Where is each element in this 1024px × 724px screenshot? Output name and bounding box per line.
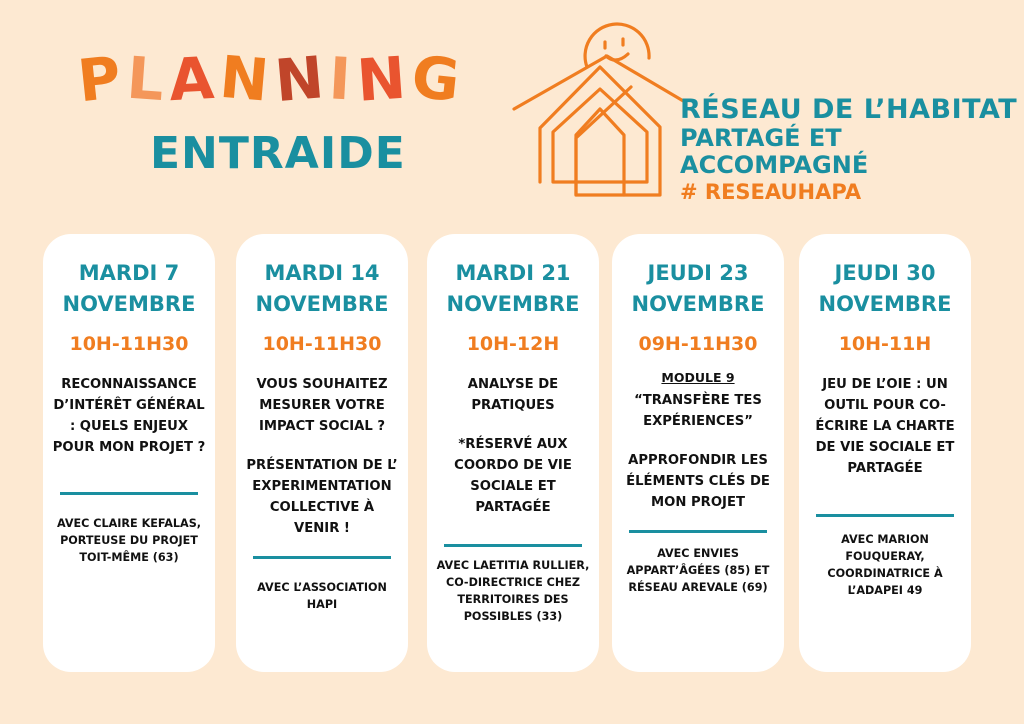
event-speaker: AVEC MARION FOUQUERAY, COORDINATRICE À L’ADAPEI 49 [827, 533, 943, 597]
event-month: NOVEMBRE [255, 292, 389, 316]
title-letter: G [408, 42, 469, 116]
divider [253, 556, 391, 559]
event-description [808, 374, 962, 514]
event-paragraph: VOUS SOUHAITEZ MESURER VOTRE IMPACT SOCIAL ? [256, 377, 388, 434]
event-day: MARDI 14 [264, 261, 380, 285]
event-month: NOVEMBRE [446, 292, 580, 316]
event-day: MARDI 7 [78, 261, 180, 285]
title-letter: N [217, 42, 278, 116]
title-letter: P [74, 42, 130, 116]
divider [444, 544, 582, 547]
event-card [799, 234, 971, 672]
event-paragraph: “TRANSFÈRE TES EXPÉRIENCES” [634, 393, 762, 429]
event-description [245, 374, 399, 556]
brand-line-1: RÉSEAU DE L’HABITAT [680, 94, 1018, 125]
event-description [52, 374, 206, 492]
event-speaker: AVEC CLAIRE KEFALAS, PORTEUSE DU PROJET TOIT-MÊME (63) [56, 517, 202, 564]
brand-block [680, 95, 1024, 205]
event-day: JEUDI 23 [647, 261, 749, 285]
entraide-subtitle: ENTRAIDE [150, 128, 406, 179]
event-month: NOVEMBRE [631, 292, 765, 316]
event-speaker: AVEC ENVIES APPART’ÂGÉES (85) ET RÉSEAU AREVALE (69) [626, 547, 770, 594]
event-speaker: AVEC L’ASSOCIATION HAPI [257, 581, 387, 611]
event-paragraph: APPROFONDIR LES ÉLÉMENTS CLÉS DE MON PROJET [626, 453, 770, 510]
divider [629, 530, 767, 533]
event-date [612, 258, 784, 320]
event-day: MARDI 21 [455, 261, 571, 285]
event-card [43, 234, 215, 672]
title-letter: I [327, 44, 359, 114]
event-date [799, 258, 971, 320]
brand-hashtag: # RESEAUHAPA [680, 179, 862, 204]
event-paragraph: ANALYSE DE PRATIQUES [467, 377, 559, 413]
event-date [427, 258, 599, 320]
title-letter: N [354, 43, 414, 115]
event-date [236, 258, 408, 320]
divider [60, 492, 198, 495]
event-date [43, 258, 215, 320]
event-time: 10H-11H30 [262, 333, 382, 355]
event-paragraph: RECONNAISSANCE D’INTÉRÊT GÉNÉRAL : QUELS ENJEUX POUR MON PROJET ? [52, 377, 206, 455]
event-paragraph: PRÉSENTATION DE L’ EXPERIMENTATION COLLECTIVE À VENIR ! [246, 458, 398, 536]
event-time: 10H-11H [838, 333, 932, 355]
event-speaker: AVEC LAETITIA RULLIER, CO-DIRECTRICE CHEZ TERRITOIRES DES POSSIBLES (33) [436, 559, 590, 623]
event-card [236, 234, 408, 672]
title-letter: A [167, 43, 223, 115]
event-time: 09H-11H30 [638, 333, 758, 355]
brand-line-2: PARTAGÉ ET ACCOMPAGNÉ [680, 124, 869, 180]
title-letter: N [272, 42, 333, 116]
title-letter: L [124, 43, 172, 115]
planning-title [74, 42, 469, 116]
divider [816, 514, 954, 517]
event-day: JEUDI 30 [834, 261, 936, 285]
event-time: 10H-12H [466, 333, 560, 355]
event-paragraph: JEU DE L’OIE : UN OUTIL POUR CO-ÉCRIRE LA CHARTE DE VIE SOCIALE ET PARTAGÉE [815, 377, 955, 476]
module-label: MODULE 9 [661, 370, 735, 385]
event-paragraph: *RÉSERVÉ AUX COORDO DE VIE SOCIALE ET PARTAGÉE [454, 437, 572, 515]
event-description [436, 374, 590, 544]
event-time: 10H-11H30 [69, 333, 189, 355]
houses-sun-logo-icon [510, 12, 690, 202]
event-card [427, 234, 599, 672]
event-month: NOVEMBRE [62, 292, 196, 316]
event-description [621, 390, 775, 530]
event-month: NOVEMBRE [818, 292, 952, 316]
event-card [612, 234, 784, 672]
